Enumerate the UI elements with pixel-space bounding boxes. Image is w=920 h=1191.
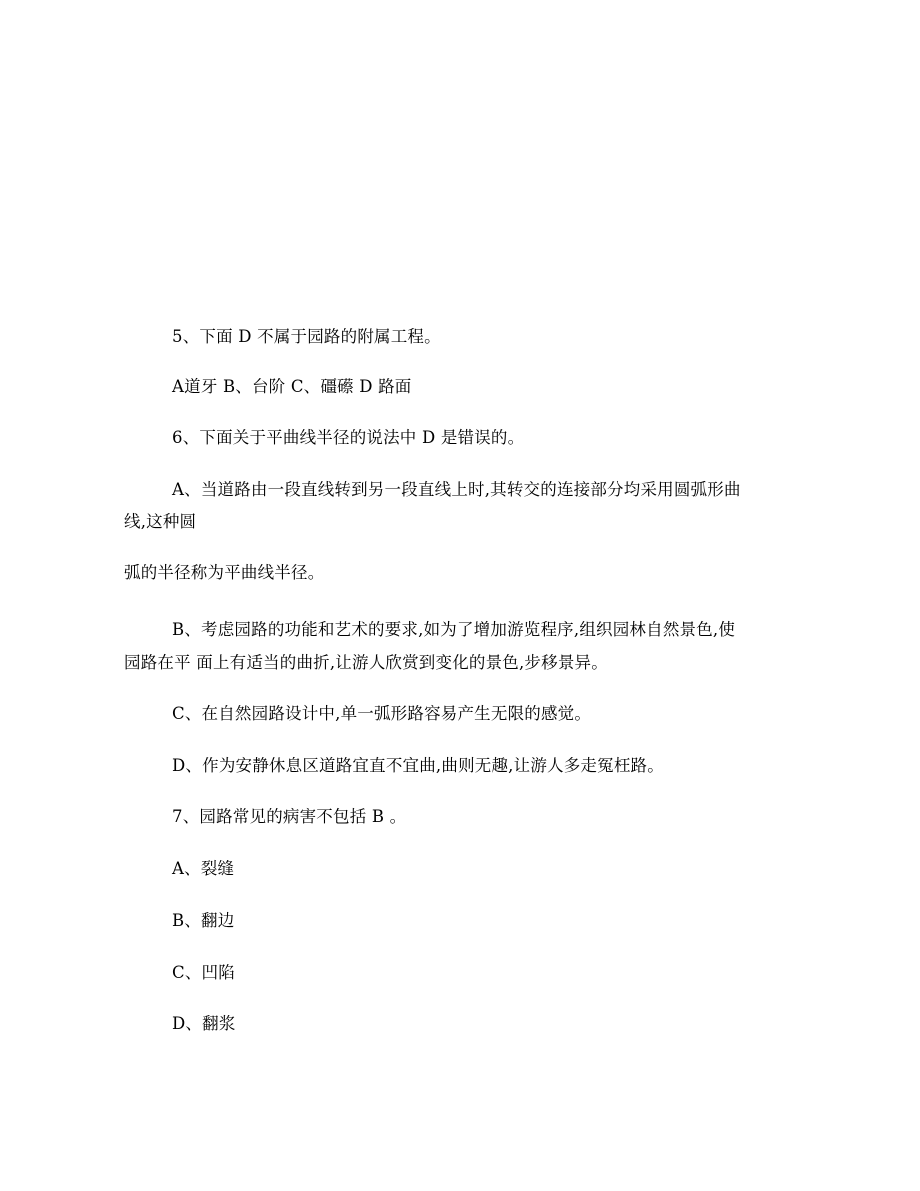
question-6: 6、下面关于平曲线半径的说法中 D 是错误的。 [172,428,525,447]
question-7: 7、园路常见的病害不包括 B 。 [172,807,407,826]
question-6-option-b-line-1: B、考虑园路的功能和艺术的要求,如为了增加游览程序,组织园林自然景色,使 [172,620,736,639]
question-7-option-c: C、凹陷 [172,963,235,982]
question-5: 5、下面 D 不属于园路的附属工程。 [172,327,441,346]
question-6-option-c: C、在自然园路设计中,单一弧形路容易产生无限的感觉。 [172,704,592,723]
question-6-option-a-line-2: 线,这种圆 [124,512,197,531]
question-7-option-d: D、翻浆 [172,1014,236,1033]
question-7-option-b: B、翻边 [172,911,235,930]
question-6-option-d: D、作为安静休息区道路宜直不宜曲,曲则无趣,让游人多走冤枉路。 [172,756,664,775]
question-7-option-a: A、裂缝 [172,859,235,878]
question-6-option-a-line-3: 弧的半径称为平曲线半径。 [124,563,325,582]
question-6-option-a-line-1: A、当道路由一段直线转到另一段直线上时,其转交的连接部分均采用圆弧形曲 [172,480,741,499]
question-5-options: A道牙 B、台阶 C、礓礤 D 路面 [172,377,412,396]
question-6-option-b-line-2: 园路在平 面上有适当的曲折,让游人欣赏到变化的景色,步移景异。 [124,653,608,672]
